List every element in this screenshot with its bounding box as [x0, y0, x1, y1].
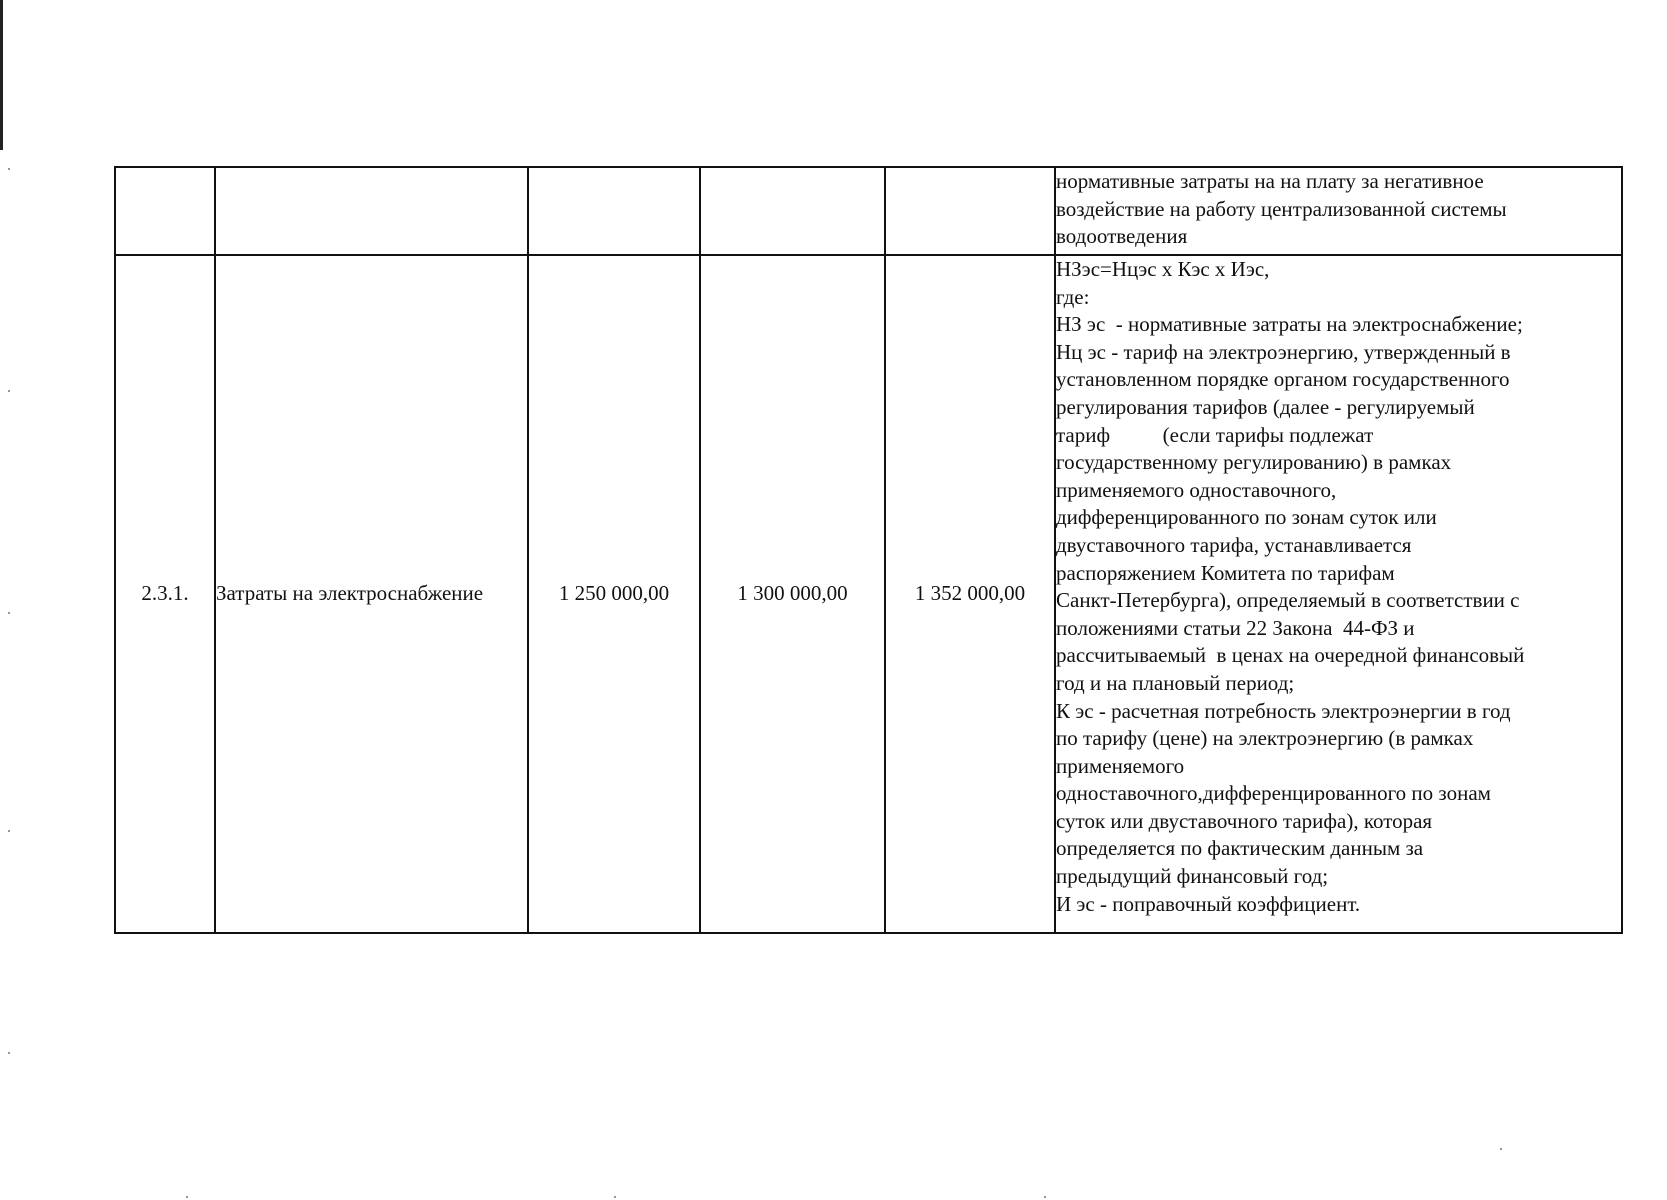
scan-edge-mark	[0, 0, 3, 150]
scan-speck	[8, 1052, 10, 1054]
description-line: суток или двуставочного тарифа), которая	[1056, 808, 1433, 833]
year3-cell: 1 352 000,00	[885, 255, 1055, 933]
description-line: воздействие на работу централизованной системы	[1056, 196, 1507, 221]
description-line: Нц эс - тариф на электроэнергию, утвержденный в	[1056, 339, 1511, 364]
scan-speck	[1044, 1196, 1046, 1198]
description-line: дифференцированного по зонам суток или	[1056, 505, 1437, 530]
description-line: двуставочного тарифа, устанавливается	[1056, 532, 1412, 557]
cost-table	[114, 166, 1623, 934]
scan-speck	[8, 168, 10, 170]
table-row	[115, 167, 1622, 255]
number-cell	[115, 167, 215, 255]
description-line: применяемого одноставочного,	[1056, 477, 1337, 502]
scan-speck	[1500, 1148, 1502, 1150]
description-line: год и на плановый период;	[1056, 670, 1295, 695]
table-row	[115, 255, 1622, 933]
name-cell: Затраты на электроснабжение	[215, 255, 528, 933]
scan-speck	[8, 390, 10, 392]
scan-speck	[186, 1196, 188, 1198]
description-line: И эс - поправочный коэффициент.	[1056, 891, 1361, 916]
scan-speck	[614, 1196, 616, 1198]
name-cell	[215, 167, 528, 255]
year2-cell	[700, 167, 885, 255]
description-line: рассчитываемый в ценах на очередной финансовый	[1056, 643, 1525, 668]
description-cell	[1055, 255, 1622, 933]
description-line: водоотведения	[1056, 224, 1188, 249]
description-line: Санкт-Петербурга), определяемый в соответствии с	[1056, 588, 1520, 613]
description-line: предыдущий финансовый год;	[1056, 864, 1329, 889]
description-line: где:	[1056, 284, 1090, 309]
year1-cell	[528, 167, 700, 255]
description-line: определяется по фактическим данным за	[1056, 836, 1424, 861]
description-line: распоряжением Комитета по тарифам	[1056, 560, 1395, 585]
description-line: тариф (если тарифы подлежат	[1056, 422, 1374, 447]
description-line: К эс - расчетная потребность электроэнергии в год	[1056, 698, 1511, 723]
scan-speck	[8, 612, 10, 614]
description-line: одноставочного,дифференцированного по зонам	[1056, 781, 1491, 806]
formula-line: НЗэс=Нцэс х Кэс х Иэс,	[1056, 257, 1270, 281]
description-line: применяемого	[1056, 753, 1185, 778]
description-line: положениями статьи 22 Закона 44-ФЗ и	[1056, 615, 1415, 640]
scan-speck	[8, 830, 10, 832]
number-cell: 2.3.1.	[115, 255, 215, 933]
description-cell	[1055, 167, 1622, 255]
description-line: нормативные затраты на на плату за негативное	[1056, 169, 1484, 193]
description-line: по тарифу (цене) на электроэнергию (в рамках	[1056, 726, 1474, 751]
description-line: регулирования тарифов (далее - регулируемый	[1056, 394, 1475, 419]
description-line: НЗ эс - нормативные затраты на электроснабжение;	[1056, 312, 1523, 337]
description-line: установленном порядке органом государственного	[1056, 367, 1510, 392]
description-line: государственному регулированию) в рамках	[1056, 450, 1452, 475]
year3-cell	[885, 167, 1055, 255]
year2-cell: 1 300 000,00	[700, 255, 885, 933]
year1-cell: 1 250 000,00	[528, 255, 700, 933]
